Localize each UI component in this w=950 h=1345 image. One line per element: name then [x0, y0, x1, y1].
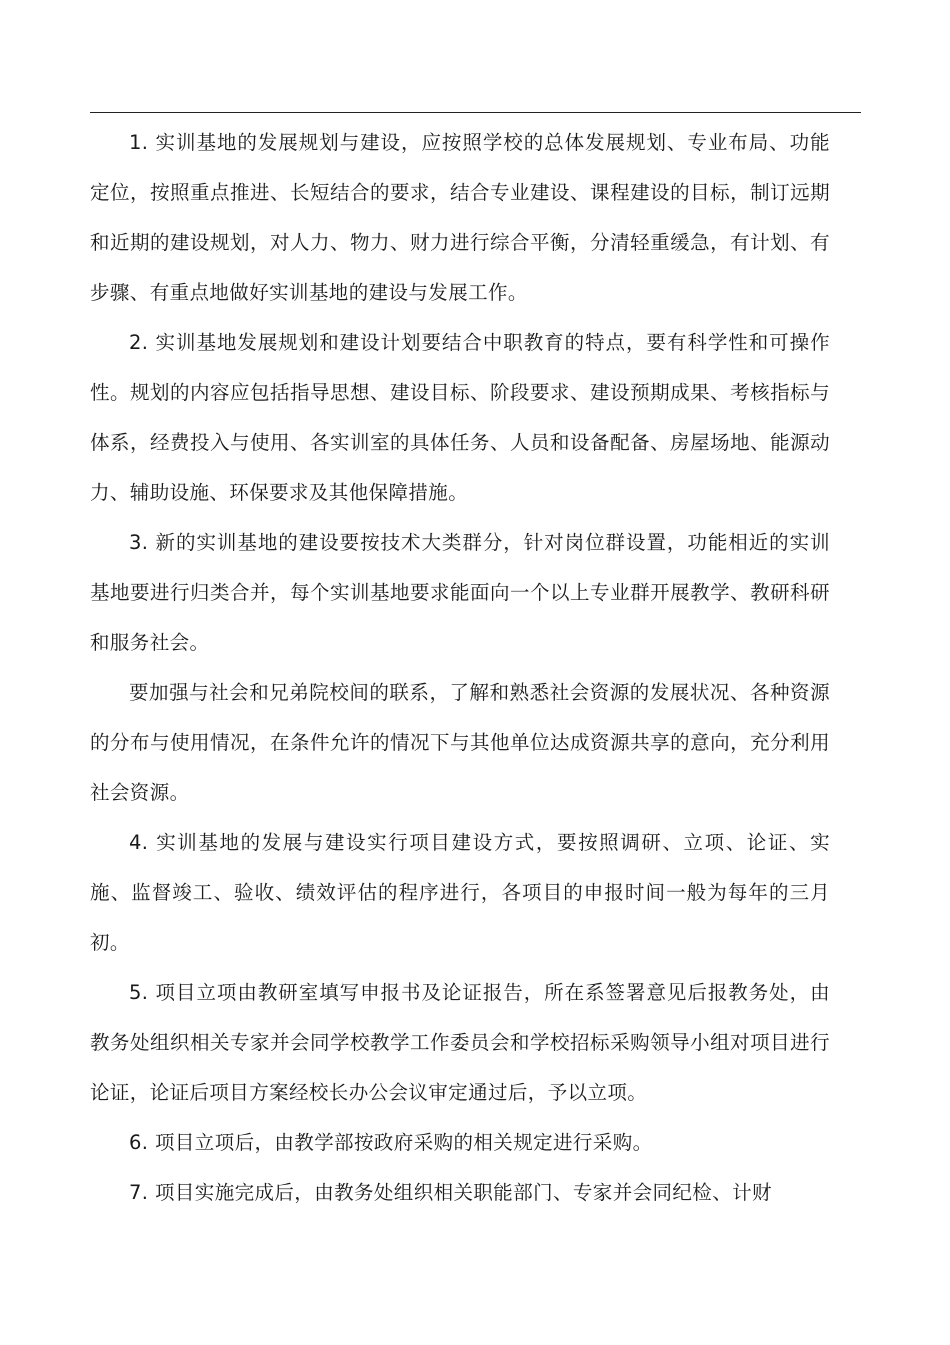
- paragraph-3: 3. 新的实训基地的建设要按技术大类群分，针对岗位群设置，功能相近的实训基地要进行归类合并，每个实训基地要求能面向一个以上专业群开展教学、教研科研和服务社会。: [90, 531, 830, 654]
- paragraph-3-continued: 要加强与社会和兄弟院校间的联系，了解和熟悉社会资源的发展状况、各种资源的分布与使用情况，在条件允许的情况下与其他单位达成资源共享的意向，充分利用社会资源。: [90, 681, 830, 804]
- document-body: [90, 118, 830, 1218]
- paragraph-4: 4. 实训基地的发展与建设实行项目建设方式，要按照调研、立项、论证、实施、监督竣工、验收、绩效评估的程序进行，各项目的申报时间一般为每年的三月初。: [90, 831, 830, 954]
- paragraph-7: 7. 项目实施完成后，由教务处组织相关职能部门、专家并会同纪检、计财: [129, 1181, 772, 1204]
- paragraph-2: 2. 实训基地发展规划和建设计划要结合中职教育的特点，要有科学性和可操作性。规划的内容应包括指导思想、建设目标、阶段要求、建设预期成果、考核指标与体系，经费投入与使用、各实训室的具体任务、人员和设备配备、房屋场地、能源动力、辅助设施、环保要求及其他保障措施。: [90, 331, 830, 504]
- header-rule: [90, 112, 861, 113]
- paragraph-6: 6. 项目立项后，由教学部按政府采购的相关规定进行采购。: [129, 1131, 653, 1154]
- paragraph-5: 5. 项目立项由教研室填写申报书及论证报告，所在系签署意见后报教务处，由教务处组织相关专家并会同学校教学工作委员会和学校招标采购领导小组对项目进行论证，论证后项目方案经校长办公会议审定通过后，予以立项。: [90, 981, 830, 1104]
- paragraph-1: 1. 实训基地的发展规划与建设，应按照学校的总体发展规划、专业布局、功能定位，按照重点推进、长短结合的要求，结合专业建设、课程建设的目标，制订远期和近期的建设规划，对人力、物力、财力进行综合平衡，分清轻重缓急，有计划、有步骤、有重点地做好实训基地的建设与发展工作。: [90, 131, 830, 304]
